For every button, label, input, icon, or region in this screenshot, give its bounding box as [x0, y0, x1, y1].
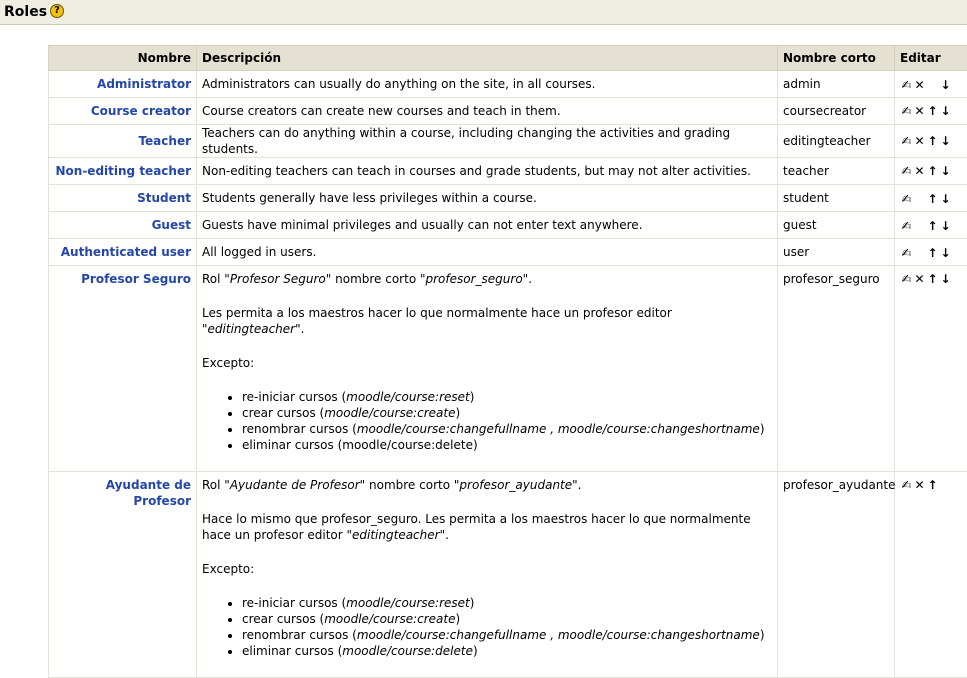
edit-actions — [895, 98, 967, 125]
move-down-icon[interactable]: ↓ — [939, 78, 952, 92]
page-title: Roles — [4, 4, 47, 20]
edit-actions — [895, 125, 967, 158]
role-description: Students generally have less privileges within a course. — [197, 185, 778, 212]
list-item: • re-iniciar cursos (moodle/course:reset) — [242, 595, 772, 611]
role-description: Non-editing teachers can teach in courses and grade students, but may not alter activities. — [197, 158, 778, 185]
role-link[interactable]: Authenticated user — [61, 245, 191, 259]
table-row — [49, 125, 967, 158]
table-header-row — [49, 46, 967, 71]
list-item: • renombrar cursos (moodle/course:changefullname , moodle/course:changeshortname) — [242, 627, 772, 643]
list-item: • re-iniciar cursos (moodle/course:reset) — [242, 389, 772, 405]
list-item: • eliminar cursos (moodle/course:delete) — [242, 643, 772, 659]
move-up-icon[interactable]: ↑ — [926, 164, 939, 178]
edit-actions — [895, 266, 967, 472]
edit-icon[interactable]: ✍ — [900, 164, 913, 178]
move-down-icon[interactable]: ↓ — [939, 272, 952, 286]
delete-icon[interactable]: ✕ — [913, 272, 926, 286]
delete-icon[interactable]: ✕ — [913, 78, 926, 92]
role-shortname: profesor_ayudante — [778, 472, 895, 678]
table-row — [49, 266, 967, 472]
column-header-name: Nombre — [49, 46, 197, 71]
help-icon[interactable]: ? — [50, 4, 64, 18]
roles-table — [48, 45, 967, 678]
role-shortname: student — [778, 185, 895, 212]
list-item: • crear cursos (moodle/course:create) — [242, 611, 772, 627]
edit-icon[interactable]: ✍ — [900, 104, 913, 118]
edit-icon[interactable]: ✍ — [900, 272, 913, 286]
edit-icon[interactable]: ✍ — [900, 78, 913, 92]
roles-table-container — [48, 45, 967, 678]
move-down-icon[interactable]: ↓ — [939, 164, 952, 178]
edit-icon[interactable]: ✍ — [900, 219, 913, 233]
column-header-description: Descripción — [197, 46, 778, 71]
edit-icon[interactable]: ✍ — [900, 134, 913, 148]
role-shortname: admin — [778, 71, 895, 98]
list-item: • crear cursos (moodle/course:create) — [242, 405, 772, 421]
edit-actions — [895, 71, 967, 98]
empty-icon-slot — [913, 243, 926, 257]
role-shortname: teacher — [778, 158, 895, 185]
edit-actions — [895, 158, 967, 185]
exceptions-list — [202, 595, 772, 659]
move-up-icon[interactable]: ↑ — [926, 272, 939, 286]
table-row — [49, 239, 967, 266]
edit-icon[interactable]: ✍ — [900, 192, 913, 206]
move-up-icon[interactable]: ↑ — [926, 219, 939, 233]
role-shortname: guest — [778, 212, 895, 239]
edit-actions — [895, 185, 967, 212]
page-header — [0, 0, 967, 25]
role-description: Teachers can do anything within a course, including changing the activities and grading students. — [197, 125, 778, 158]
role-description: All logged in users. — [197, 239, 778, 266]
role-description: Rol "Profesor Seguro" nombre corto "profesor_seguro". Les permita a los maestros hacer lo que normalmente hace un profesor editor "editingteacher". Excepto: • re-iniciar cursos (moodle/course:reset) • crear cursos (moodle/course:create) • renombrar cursos (moodle/course:changefullname , moodle/course:changeshortname) • eliminar cursos (moodle/course:delete) — [197, 266, 778, 472]
list-item: • renombrar cursos (moodle/course:changefullname , moodle/course:changeshortname) — [242, 421, 772, 437]
role-shortname: editingteacher — [778, 125, 895, 158]
role-link[interactable]: Profesor Seguro — [81, 272, 191, 286]
role-link[interactable]: Student — [137, 191, 191, 205]
move-up-icon[interactable]: ↑ — [926, 192, 939, 206]
empty-icon-slot — [926, 75, 939, 89]
table-row — [49, 98, 967, 125]
role-description: Course creators can create new courses and teach in them. — [197, 98, 778, 125]
list-item: • eliminar cursos (moodle/course:delete) — [242, 437, 772, 453]
empty-icon-slot — [913, 216, 926, 230]
column-header-edit: Editar — [895, 46, 967, 71]
move-down-icon[interactable]: ↓ — [939, 246, 952, 260]
delete-icon[interactable]: ✕ — [913, 134, 926, 148]
role-link[interactable]: Non-editing teacher — [56, 164, 192, 178]
role-description: Rol "Ayudante de Profesor" nombre corto "profesor_ayudante". Hace lo mismo que profesor_seguro. Les permita a los maestros hacer lo que normalmente hace un profesor editor "editingteacher". Excepto: • re-iniciar cursos (moodle/course:reset) • crear cursos (moodle/course:create) • renombrar cursos (moodle/course:changefullname , moodle/course:changeshortname) • eliminar cursos (moodle/course:delete) — [197, 472, 778, 678]
role-link[interactable]: Guest — [152, 218, 191, 232]
edit-icon[interactable]: ✍ — [900, 246, 913, 260]
move-up-icon[interactable]: ↑ — [926, 246, 939, 260]
move-down-icon[interactable]: ↓ — [939, 134, 952, 148]
delete-icon[interactable]: ✕ — [913, 478, 926, 492]
table-row — [49, 212, 967, 239]
role-description: Guests have minimal privileges and usually can not enter text anywhere. — [197, 212, 778, 239]
move-up-icon[interactable]: ↑ — [926, 478, 939, 492]
exceptions-list — [202, 389, 772, 453]
role-description: Administrators can usually do anything on the site, in all courses. — [197, 71, 778, 98]
move-up-icon[interactable]: ↑ — [926, 134, 939, 148]
edit-actions — [895, 472, 967, 678]
column-header-shortname: Nombre corto — [778, 46, 895, 71]
move-down-icon[interactable]: ↓ — [939, 219, 952, 233]
empty-icon-slot — [913, 189, 926, 203]
role-shortname: coursecreator — [778, 98, 895, 125]
edit-actions — [895, 212, 967, 239]
table-row — [49, 158, 967, 185]
move-up-icon[interactable]: ↑ — [926, 104, 939, 118]
role-link[interactable]: Teacher — [138, 134, 191, 148]
move-down-icon[interactable]: ↓ — [939, 104, 952, 118]
role-shortname: profesor_seguro — [778, 266, 895, 472]
delete-icon[interactable]: ✕ — [913, 104, 926, 118]
role-link[interactable]: Course creator — [91, 104, 191, 118]
edit-icon[interactable]: ✍ — [900, 478, 913, 492]
move-down-icon[interactable]: ↓ — [939, 192, 952, 206]
table-row — [49, 472, 967, 678]
role-link[interactable]: Administrator — [97, 77, 191, 91]
delete-icon[interactable]: ✕ — [913, 164, 926, 178]
table-row — [49, 185, 967, 212]
table-row — [49, 71, 967, 98]
role-shortname: user — [778, 239, 895, 266]
role-link[interactable]: Ayudante de Profesor — [106, 478, 191, 508]
edit-actions — [895, 239, 967, 266]
